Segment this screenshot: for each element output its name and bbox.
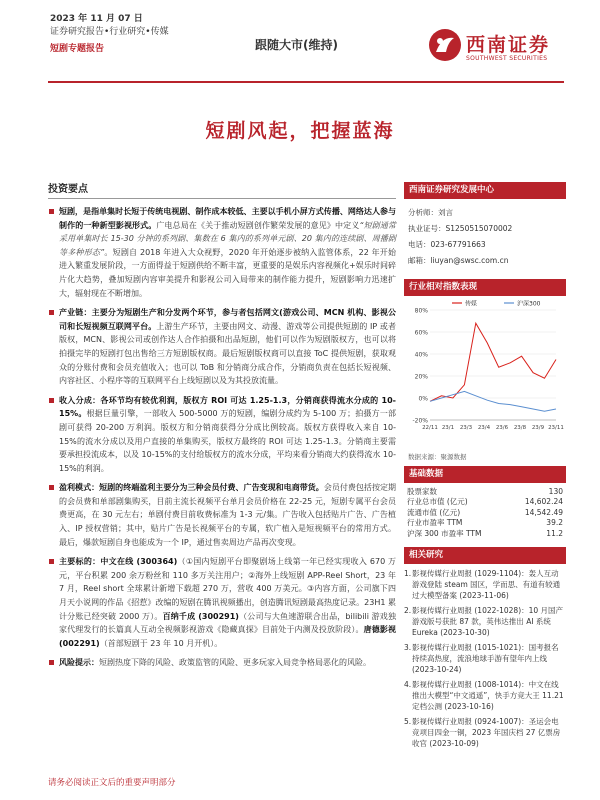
- bullet-icon: [49, 310, 54, 315]
- summary-paragraph: [48, 306, 396, 388]
- basic-data-label: 沪深 300 市盈率 TTM: [407, 528, 482, 538]
- basic-data-value: 14,602.24: [524, 497, 563, 507]
- summary-heading: 投资要点: [48, 180, 396, 199]
- x-tick-label: 23/8: [513, 425, 527, 431]
- bullet-icon: [49, 660, 54, 665]
- header-divider: [48, 81, 564, 83]
- summary-paragraph: [48, 481, 396, 549]
- sidebar: [404, 182, 566, 749]
- report-category: 证券研究报告•行业研究•传媒: [50, 27, 169, 37]
- x-tick-label: 23/4: [477, 425, 491, 431]
- chart-svg: [404, 296, 566, 452]
- paragraph-text: （首部短剧于 23 年 10 月开机）。: [99, 638, 223, 648]
- basic-data-row: [404, 529, 566, 539]
- paragraph-lead: 风险提示：: [59, 658, 99, 668]
- y-tick-label: 20%: [414, 373, 428, 381]
- related-item-number: 2.: [404, 606, 412, 616]
- y-tick-label: 80%: [414, 307, 428, 315]
- basic-data-label: 流通市值 (亿元): [407, 507, 461, 517]
- bullet-icon: [49, 398, 54, 403]
- related-item-text: 影视传媒行业周报 (1029-1104)：轰人互动游戏登陆 steam 国区，学而思、有道有较通过大模型备案 (2023-11-06): [412, 569, 561, 601]
- paragraph-lead: 收入分成：各环节均有较优利润，版权方 ROI 可达 1.25-1.3，分销商获得流水分成的 10-15%。: [59, 395, 396, 419]
- basic-data-row: [404, 487, 566, 497]
- analyst-info: [404, 199, 566, 279]
- rating: 跟随大市(维持): [255, 38, 338, 52]
- related-item[interactable]: [404, 679, 566, 712]
- related-item[interactable]: [404, 605, 566, 638]
- series-line-media: [430, 323, 556, 401]
- report-date: 2023 年 11 月 07 日: [50, 14, 143, 24]
- legend-label: 传媒: [465, 300, 478, 308]
- paragraph-text: 会员付费包括按定期的会员费和单部剧集购买，目前主流长视频平台单月会员价格在 22-25 元，短剧专属平台会员费更高，在 30 元左右；单剧付费目前收费标准为 1-3 元/集。广告收入包括贴片广告、广告植入、IP 授权营销；其中，贴片广告是长视频平台的专属，软广植入是短视频平台的常用方式。最后，爆款短剧自身也能成为一个 IP，通过售卖周边产品再次变现。: [59, 483, 397, 547]
- summary-paragraph: [48, 656, 396, 670]
- basic-data-label: 行业市盈率 TTM: [407, 518, 463, 528]
- basic-data-label: 股票家数: [407, 487, 437, 496]
- stock-name: 中文在线 (300364): [100, 557, 178, 567]
- bullet-icon: [49, 209, 54, 214]
- paragraph-text: 。短剧自 2018 年进入大众视野，2020 年开始逐步被纳入监管体系，22 年开始进入繁重发展阶段，一方面得益于短剧供给不断丰富，更重要的是娱乐内容视频化+娱乐时间碎片化大趋势，叠加短剧内容审美提升和影视公司入局带来的制作能力提升，短剧影响力迅速扩大，辐射现在不断增加。: [59, 247, 396, 298]
- x-tick-label: 22/11: [422, 425, 438, 431]
- paragraph-text: 根据巨量引擎，一部收入 500-5000 万的短剧，编剧分成约为 5-100 万；拍摄方一部剧可获得 20-200 万利润。版权方和分销商获得分分成比例较高。版权方获得收入来自 10-15%的流水分成以及用户直接的单集购买，版权方最终的 ROI 可达 1.25-1.3。分销商主要需要承担投流成本，以及 10-15%的支付给版权方的流水分成，平均来看分销商大约获得流水 10-15%的利润。: [59, 409, 396, 473]
- series-line-hs300: [430, 391, 556, 411]
- analyst-phone: 电话：023-67791663: [408, 240, 486, 249]
- related-item-text: 影视传媒行业周报 (1015-1021)：国考报名持续高热度，流浪地球手游有望年内上线 (2023-10-24): [412, 643, 559, 675]
- analyst-email[interactable]: 邮箱：liuyan@swsc.com.cn: [408, 256, 509, 265]
- paragraph-text: 广电总局在《关于推动短剧创作繁荣发展的意见》中定义: [156, 220, 360, 230]
- related-item[interactable]: [404, 568, 566, 601]
- header-meta: [50, 13, 169, 56]
- related-item-number: 5.: [404, 717, 412, 727]
- team-title: 西南证券研究发展中心: [404, 182, 566, 199]
- summary-paragraph: [48, 555, 396, 650]
- logo-text-en: SOUTHWEST SECURITIES: [466, 55, 548, 62]
- chart-source: 数据来源：聚源数据: [408, 453, 467, 461]
- bullet-icon: [49, 485, 54, 490]
- related-item-number: 4.: [404, 680, 412, 690]
- basic-data-table: [404, 487, 566, 539]
- paragraph-text: 上游生产环节，主要由网文、动漫、游戏等公司提供短剧的 IP 或者版权，MCN、影视公司或创作达人合作拍摄和出品短剧，他们可以作为短剧版权方，也可以将拍摄完毕的短剧打包出售给三方短剧版权商。最后短剧版权商可以直接 ToC 提供短剧，获取观众的分账付费和会员充值收入；也可以 ToB 和分销商分成合作，分销商负责在包括长短视频、内容社区、小程序等的互联网平台上线短剧以及为其投放流量。: [59, 321, 396, 386]
- paragraph-lead: 主要标的：: [59, 557, 101, 567]
- paragraph-quote: “短剧通常采用单集时长 15-30 分钟的系列剧、集数在 6 集内的系列单元剧、20 集内的连续剧、周播剧等多种形态”: [59, 220, 396, 257]
- relative-index-chart: [404, 296, 566, 466]
- basic-data-row: [404, 508, 566, 518]
- related-title: 相关研究: [404, 547, 566, 564]
- related-item-text: 影视传媒行业周报 (1022-1028)：10 月国产游戏版号获批 87 款，英伟达推出 AI 系统 Eureka (2023-10-30): [412, 606, 564, 638]
- basic-title: 基础数据: [404, 466, 566, 483]
- paragraph-text: （①国内短剧平台即聚剧场上线第一年已经实现收入 670 万元，平台积累 200 余万粉丝和 110 多万关注用户；②海外上线短剧 APP-Reel Short，23 年 7 月，Reel short 全球累计新增下载超 270 万，营收 400 万美元。③内容方面，公司旗下四月天小说网的作品《招惹》改编的短剧在腾讯视频播出，创造腾讯短剧最高热度记录。23H1 累计分账已经突破 2000 万）。: [59, 557, 397, 621]
- related-item[interactable]: [404, 716, 566, 749]
- stock-name: 百纳千成 (300291): [162, 611, 239, 621]
- x-tick-label: 23/9: [531, 425, 545, 431]
- summary-paragraph: [48, 205, 396, 300]
- paragraph-lead: 短剧，是指单集时长短于传统电视剧、制作成本较低、主要以手机小屏方式传播、网络达人参与制作的一种新型影视形式。: [59, 207, 396, 230]
- related-item-text: 影视传媒行业周报 (0924-1007)：圣运会电竞项目四金一铜，2023 年国庆档 27 亿票房收官 (2023-10-09): [412, 717, 561, 749]
- perf-title: 行业相对指数表现: [404, 279, 566, 296]
- stock-name: 唐德影视 (002291): [59, 625, 397, 648]
- y-tick-label: 40%: [414, 351, 428, 359]
- analyst-name: 分析师：刘言: [408, 208, 453, 217]
- summary-paragraph: [48, 394, 396, 476]
- x-tick-label: 23/3: [459, 425, 473, 431]
- footer-disclaimer: 请务必阅读正文后的重要声明部分: [48, 778, 176, 788]
- summary-section: [48, 180, 396, 676]
- y-tick-label: 0%: [418, 395, 428, 403]
- related-item[interactable]: [404, 642, 566, 675]
- paragraph-text: 短剧热度下降的风险、政策监管的风险、更多玩家入局竞争格局恶化的风险。: [99, 658, 371, 668]
- basic-data-row: [404, 497, 566, 507]
- analyst-cert: 执业证号：S1250515070002: [408, 224, 513, 233]
- basic-data-value: 130: [548, 487, 563, 496]
- basic-data-label: 行业总市值 (亿元): [407, 497, 468, 507]
- basic-data-value: 39.2: [546, 518, 563, 528]
- x-tick-label: 23/6: [495, 425, 509, 431]
- basic-data-value: 14,542.49: [524, 507, 563, 517]
- related-item-text: 影视传媒行业周报 (1008-1014)：中文在线推出大模型“中文逍遥”，快手方竞大王 11.21 定档公测 (2023-10-16): [412, 680, 564, 712]
- y-tick-label: -20%: [412, 417, 428, 425]
- legend-label: 沪深300: [517, 300, 541, 308]
- x-tick-label: 23/1: [441, 425, 455, 431]
- paragraph-text: （公司与大鱼速游联合出品，bilibili 游戏独家代理发行的长篇真人互动全视频影视游戏《隐藏真探》目前处于内测及投放阶段）。: [59, 611, 396, 635]
- logo-text-cn: 西南证券: [466, 34, 551, 56]
- related-item-number: 3.: [404, 643, 412, 653]
- logo: [428, 28, 568, 68]
- x-tick-label: 23/11: [548, 425, 564, 431]
- paragraph-lead: 产业链：主要分为短剧生产和分发两个环节，参与者包括网文(游戏公司、MCN 机构、影视公司和长短视频互联网平台。: [59, 308, 396, 331]
- paragraph-lead: 盈利模式：短剧的终端盈利主要分为三种会员付费、广告变现和电商带货。: [59, 483, 324, 493]
- report-type: 短剧专题报告: [50, 44, 105, 54]
- related-item-number: 1.: [404, 569, 412, 579]
- related-research-list: [404, 568, 566, 749]
- logo-emblem-icon: [428, 28, 462, 62]
- page-title: 短剧风起，把握蓝海: [205, 120, 395, 142]
- basic-data-row: [404, 518, 566, 528]
- bullet-icon: [49, 559, 54, 564]
- basic-data-value: 11.2: [546, 528, 563, 538]
- y-tick-label: 60%: [414, 329, 428, 337]
